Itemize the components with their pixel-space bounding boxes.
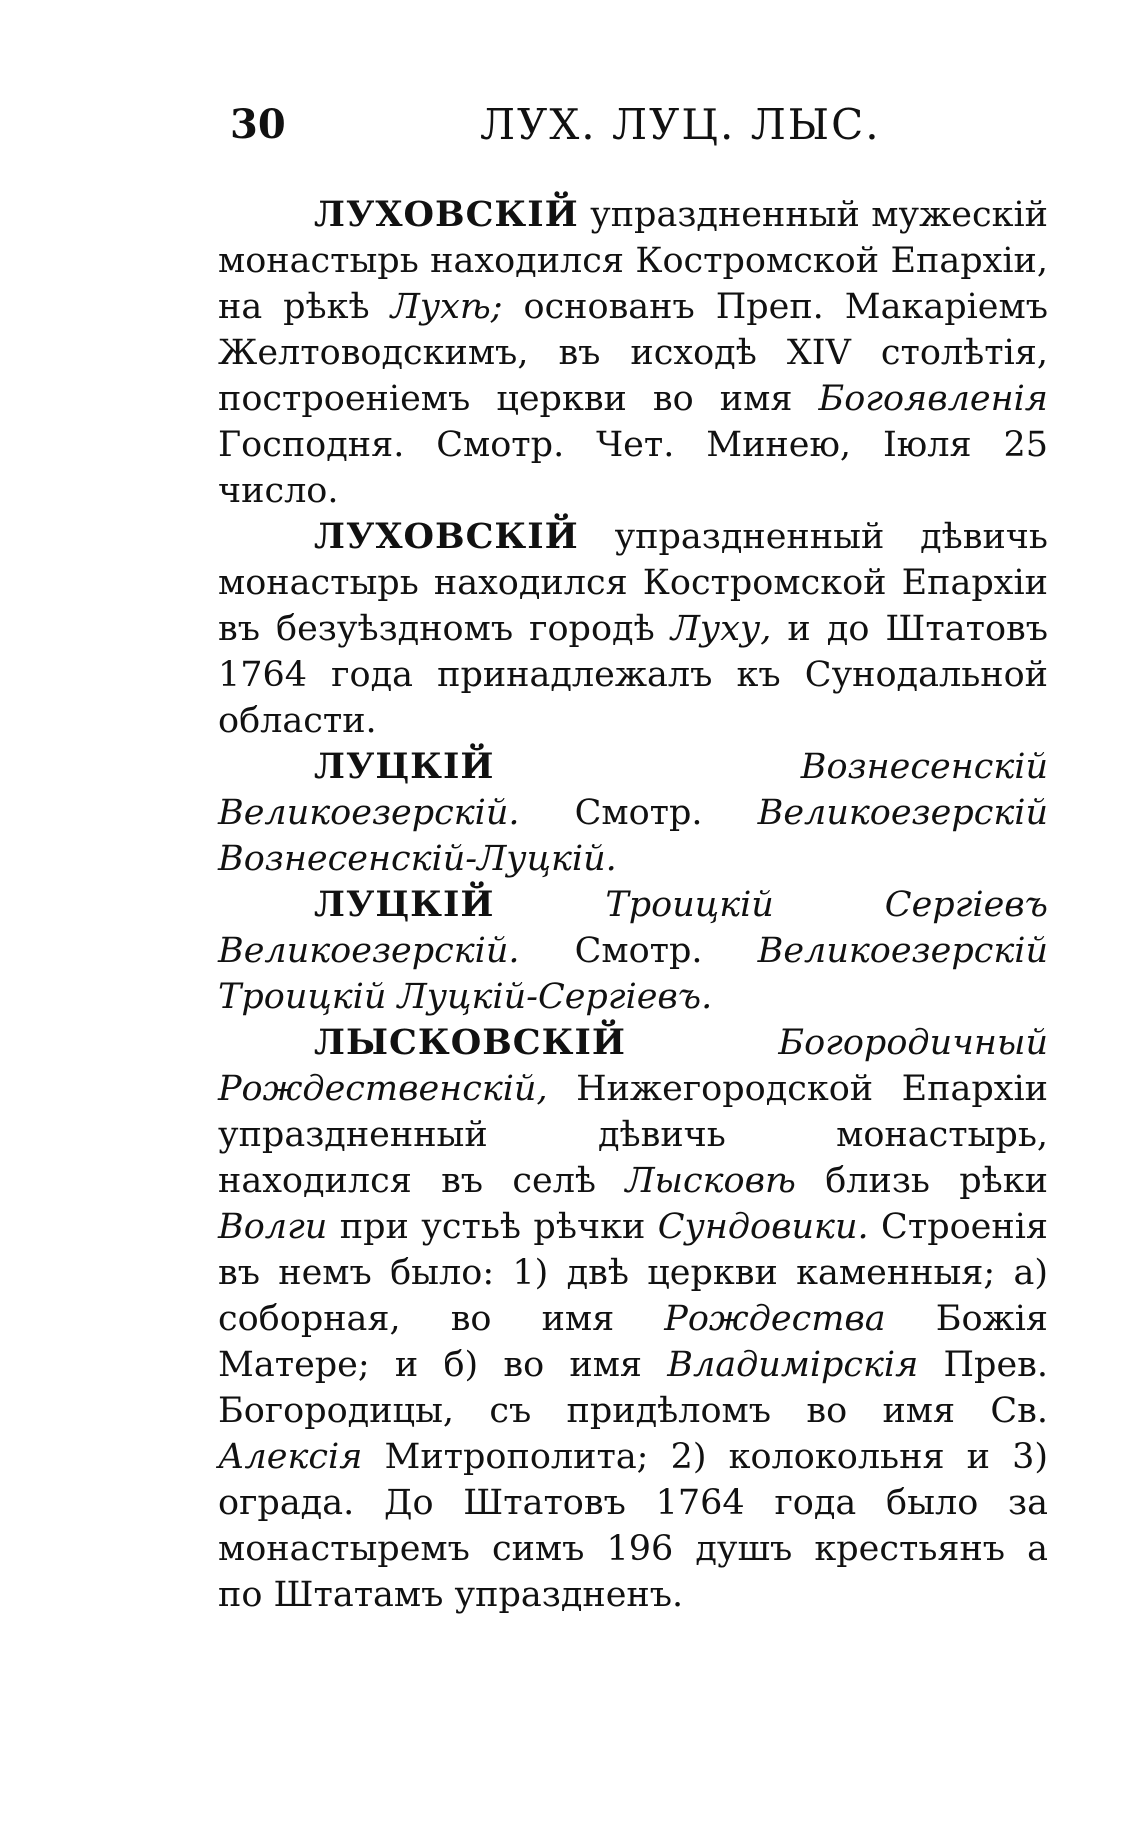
entry-headword: ЛУЦКІЙ bbox=[314, 884, 495, 925]
entry-italic: Рождества bbox=[664, 1299, 886, 1339]
entry-lyskovsky bbox=[218, 1020, 1048, 1618]
entry-text: близь рѣки bbox=[795, 1161, 1048, 1201]
entry-headword: ЛЫСКОВСКІЙ bbox=[314, 1022, 626, 1063]
entry-italic: Алексія bbox=[218, 1437, 363, 1477]
entry-italic: Лысковѣ bbox=[625, 1161, 796, 1201]
entry-italic: Владимірскія bbox=[667, 1345, 919, 1385]
entry-luhovsky-male bbox=[218, 192, 1048, 514]
running-head: ЛУХ. ЛУЦ. ЛЫС. bbox=[480, 100, 881, 149]
entry-text: Божія Матере; и б) во имя bbox=[218, 1299, 1048, 1385]
entry-italic: Троицкій Сергіевъ Великоезерскій. bbox=[218, 885, 1048, 971]
entry-text: Господня. Смотр. Чет. Минею, Іюля 25 число. bbox=[218, 425, 1048, 511]
entry-italic: Луху, bbox=[670, 609, 772, 649]
entry-text: Прев. Богородицы, съ придѣломъ во имя Св. bbox=[218, 1345, 1048, 1431]
entry-text: при устьѣ рѣчки bbox=[327, 1207, 658, 1247]
entry-text: Митрополита; 2) колокольня и 3) ограда. До Штатовъ 1764 года было за монастыремъ симъ 196 душъ крестьянъ а по Штатамъ упраздненъ. bbox=[218, 1437, 1048, 1615]
entry-italic: Богородичный Рождественскій, bbox=[218, 1023, 1048, 1109]
entry-lutsky-troitsky bbox=[218, 882, 1048, 1020]
body-text bbox=[218, 192, 1048, 1618]
entry-italic: Вознесенскій Великоезерскій. bbox=[218, 747, 1048, 833]
entry-italic: Волги bbox=[218, 1207, 328, 1247]
entry-italic: Великоезерскій Вознесенскій-Луцкій. bbox=[218, 793, 1048, 879]
entry-lutsky-voznesensky bbox=[218, 744, 1048, 882]
entry-italic: Великоезерскій Троицкій Луцкій-Сергіевъ. bbox=[218, 931, 1048, 1017]
entry-headword: ЛУХОВСКІЙ bbox=[314, 194, 579, 235]
entry-text: упраздненный мужескій монастырь находился Костромской Епархіи, на рѣкѣ bbox=[218, 195, 1048, 327]
entry-text: Нижегородской Епархіи упраздненный дѣвичь монастырь, находился въ селѣ bbox=[218, 1069, 1048, 1201]
entry-headword: ЛУХОВСКІЙ bbox=[314, 516, 579, 557]
entry-headword: ЛУЦКІЙ bbox=[314, 746, 495, 787]
entry-text: и до Штатовъ 1764 года принадлежалъ къ Сунодальной области. bbox=[218, 609, 1048, 741]
entry-text: Смотр. bbox=[519, 793, 758, 833]
page-number: 30 bbox=[230, 101, 286, 148]
entry-text: основанъ Преп. Макаріемъ Желтоводскимъ, въ исходѣ XIV столѣтія, построеніемъ церкви во имя bbox=[218, 287, 1048, 419]
entry-luhovsky-female bbox=[218, 514, 1048, 744]
entry-italic: Лухѣ; bbox=[390, 287, 503, 327]
entry-text: Смотр. bbox=[519, 931, 758, 971]
entry-italic: Сундовики. bbox=[657, 1207, 869, 1247]
entry-italic: Богоявленія bbox=[818, 379, 1048, 419]
entry-text: Строенія въ немъ было: 1) двѣ церкви каменныя; а) соборная, во имя bbox=[218, 1207, 1048, 1339]
page-header bbox=[230, 100, 1030, 160]
entry-text: упраздненный дѣвичь монастырь находился Костромской Епархіи въ безуѣздномъ городѣ bbox=[218, 517, 1048, 649]
